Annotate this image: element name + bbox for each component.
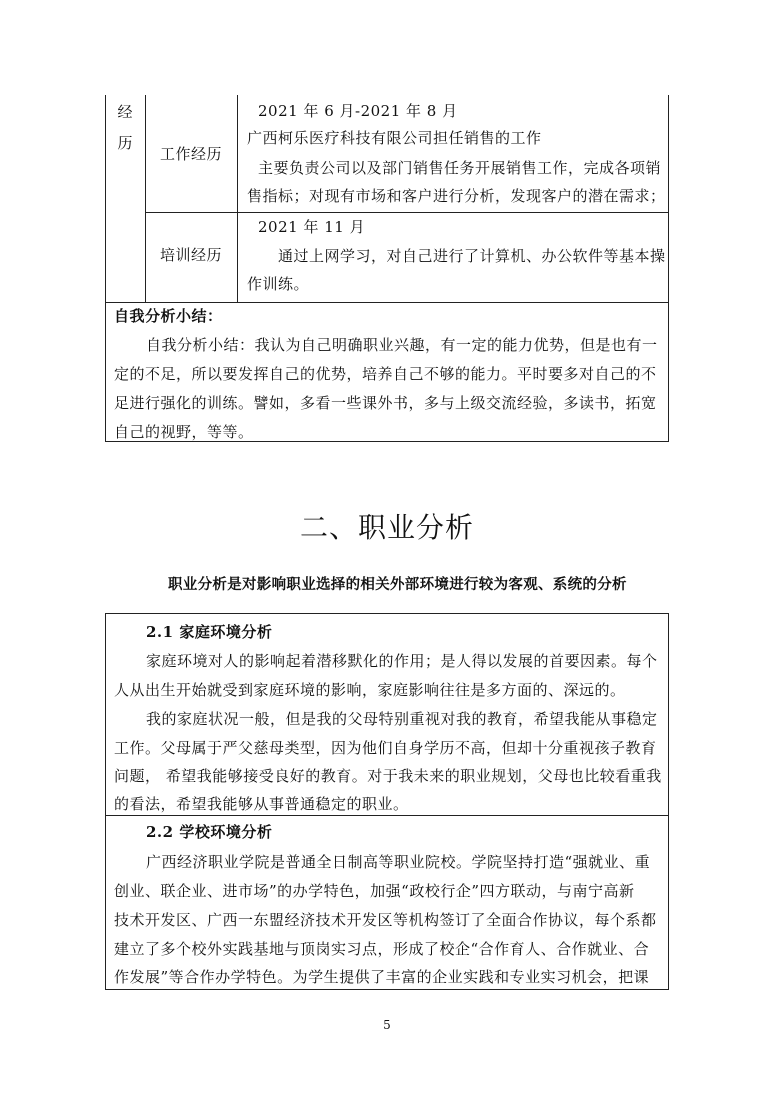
work-line-2: 广西柯乐医疗科技有限公司担任销售的工作	[247, 129, 542, 147]
training-experience-label: 培训经历	[160, 246, 223, 264]
work-experience-label: 工作经历	[160, 145, 223, 163]
page-number: 5	[383, 1018, 391, 1032]
experience-side-label-2: 历	[117, 134, 133, 152]
school-line-1: 广西经济职业学院是普通全日制高等职业院校。学院坚持打造“强就业、重	[146, 853, 651, 871]
family-line-3: 我的家庭状况一般，但是我的父母特别重视对我的教育，希望我能从事稳定	[146, 710, 658, 728]
section-subtitle: 职业分析是对影响职业选择的相关外部环境进行较为客观、系统的分析	[168, 576, 627, 593]
summary-line-3: 足进行强化的训练。譬如，多看一些课外书，多与上级交流经验，多读书，拓宽	[114, 394, 657, 412]
school-analysis-heading: 2.2 学校环境分析	[146, 823, 273, 841]
training-line-1: 2021 年 11 月	[258, 218, 366, 236]
school-line-2: 创业、联企业、进市场”的办学特色，加强“政校行企”四方联动，与南宁高新	[114, 882, 635, 900]
family-line-6: 的看法，希望我能够从事普通稳定的职业。	[114, 795, 409, 813]
training-line-3: 作训练。	[247, 275, 310, 293]
family-line-4: 工作。父母属于严父慈母类型，因为他们自身学历不高，但却十分重视孩子教育	[114, 739, 657, 757]
table1-row-divider-1	[145, 212, 669, 213]
table1-left-border	[105, 95, 106, 441]
work-line-1: 2021 年 6 月-2021 年 8 月	[258, 102, 458, 120]
table1-row-divider-2	[105, 302, 669, 303]
school-line-3: 技术开发区、广西一东盟经济技术开发区等机构签订了全面合作协议，每个系都	[114, 911, 657, 929]
table2-bottom-border	[105, 989, 669, 990]
family-line-5: 问题， 希望我能够接受良好的教育。对于我未来的职业规划，父母也比较看重我	[114, 767, 662, 785]
summary-line-1: 自我分析小结：我认为自己明确职业兴趣，有一定的能力优势，但是也有一	[146, 336, 658, 354]
training-line-2: 通过上网学习，对自己进行了计算机、办公软件等基本操	[278, 247, 666, 265]
family-analysis-heading: 2.1 家庭环境分析	[146, 623, 273, 641]
work-line-3: 主要负责公司以及部门销售任务开展销售工作，完成各项销	[258, 159, 662, 177]
table1-right-border	[668, 95, 669, 441]
school-line-4: 建立了多个校外实践基地与顶岗实习点，形成了校企“合作育人、合作就业、合	[114, 940, 650, 958]
work-line-4: 售指标；对现有市场和客户进行分析，发现客户的潜在需求；	[247, 187, 666, 205]
table2-right-border	[668, 613, 669, 990]
summary-line-4: 自己的视野，等等。	[114, 423, 254, 441]
summary-line-2: 定的不足，所以要发挥自己的优势，培养自己不够的能力。平时要多对自己的不	[114, 365, 657, 383]
family-line-1: 家庭环境对人的影响起着潜移默化的作用；是人得以发展的首要因素。每个	[146, 652, 658, 670]
table2-top-border	[105, 613, 669, 614]
table1-col-divider-2	[237, 95, 238, 302]
table1-col-divider-1	[145, 95, 146, 302]
table2-row-divider	[105, 815, 669, 816]
section-title: 二、职业分析	[299, 511, 474, 544]
table2-left-border	[105, 613, 106, 990]
school-line-5: 作发展”等合作办学特色。为学生提供了丰富的企业实践和专业实习机会，把课	[114, 968, 650, 986]
experience-side-label-1: 经	[117, 103, 133, 121]
summary-heading: 自我分析小结：	[114, 307, 223, 325]
family-line-2: 人从出生开始就受到家庭环境的影响，家庭影响往往是多方面的、深远的。	[114, 681, 626, 699]
